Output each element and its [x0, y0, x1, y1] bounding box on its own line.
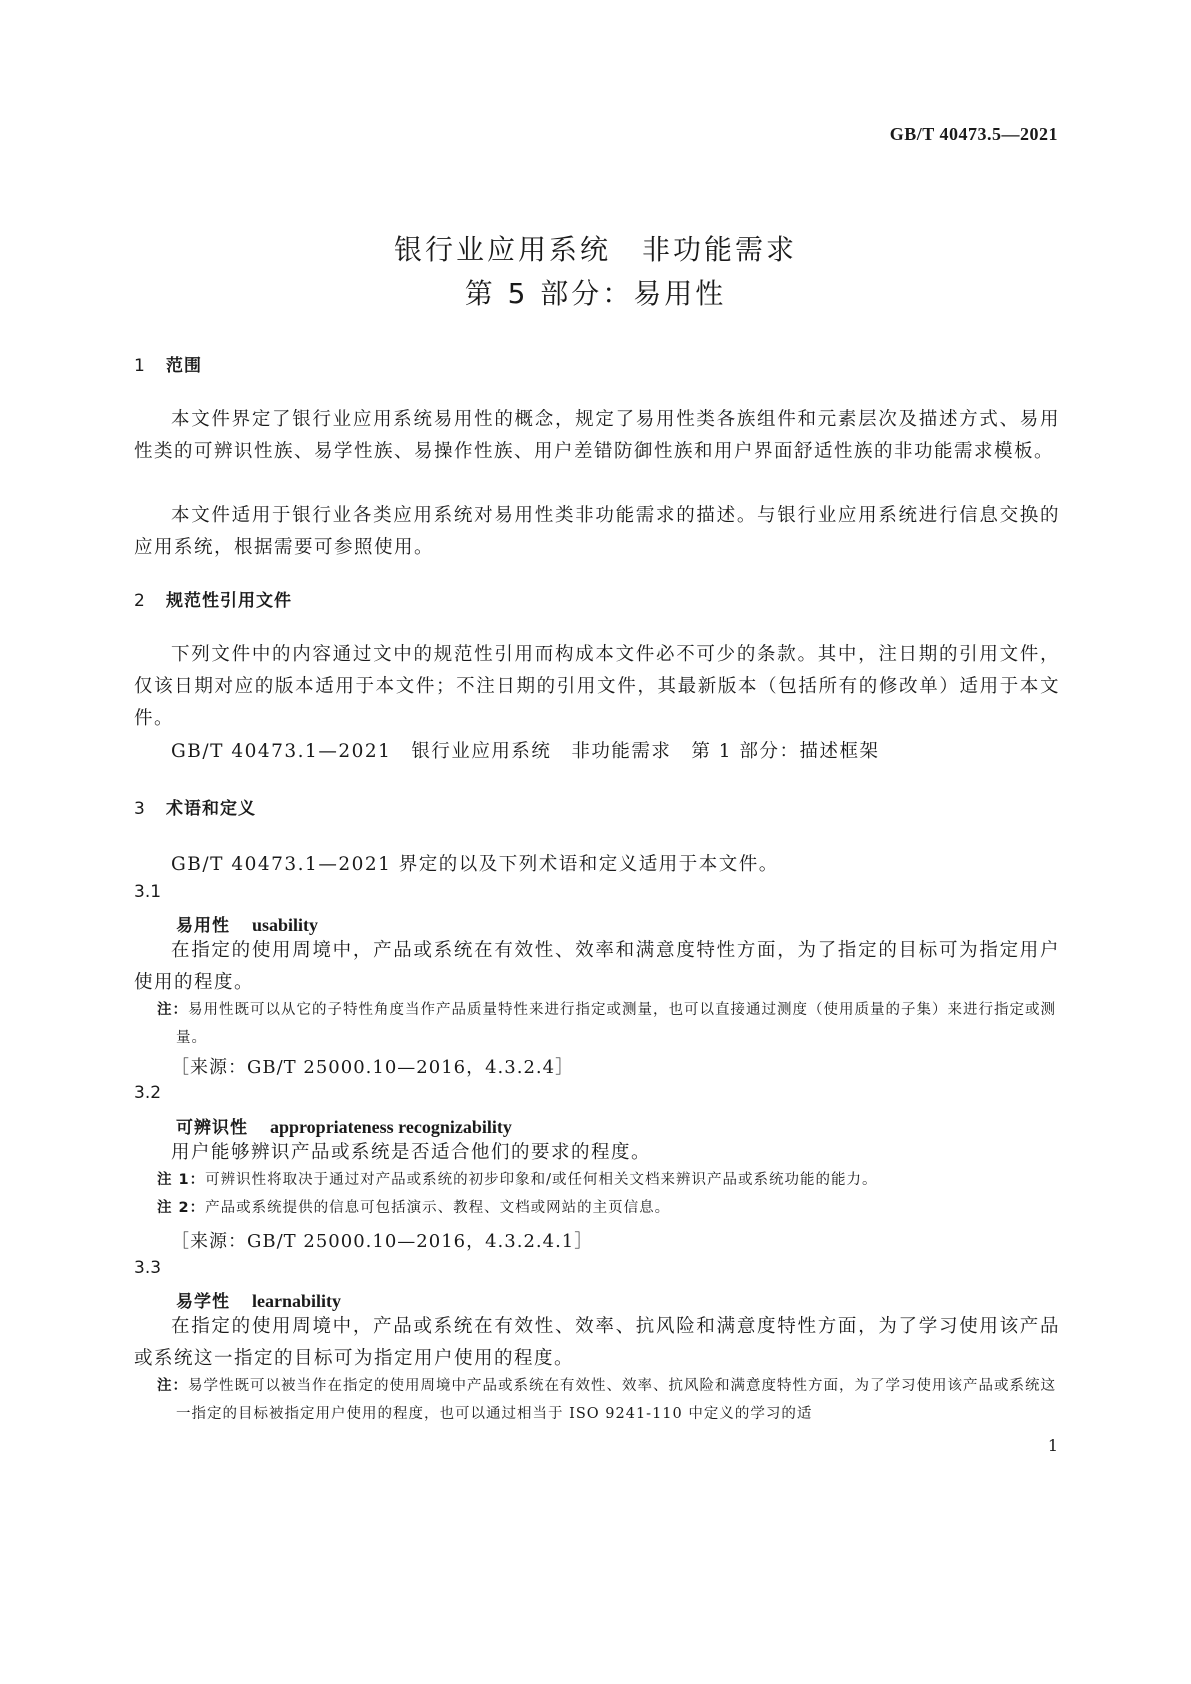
section-title: 规范性引用文件 [166, 591, 292, 611]
section-title: 术语和定义 [166, 799, 256, 819]
section-heading-terms [134, 794, 256, 819]
term-en: usability [252, 915, 319, 935]
term-definition: 在指定的使用周境中，产品或系统在有效性、效率、抗风险和满意度特性方面，为了学习使用该产品或系统这一指定的目标可为指定用户使用的程度。 [134, 1316, 1060, 1369]
term-definition: 在指定的使用周境中，产品或系统在有效性、效率和满意度特性方面，为了指定的目标可为指定用户使用的程度。 [134, 940, 1060, 993]
term-number: 3.1 [134, 882, 162, 902]
term-zh: 可辨识性 [176, 1118, 248, 1138]
term-heading-appropriateness-recognizability [176, 1113, 512, 1138]
note-text: 易学性既可以被当作在指定的使用周境中产品或系统在有效性、效率、抗风险和满意度特性方面，为了学习使用该产品或系统这一指定的目标被指定用户使用的程度，也可以通过相当于 ISO 9241-110 中定义的学习的适 [176, 1378, 1056, 1422]
term-number: 3.2 [134, 1083, 162, 1103]
document-title-line2: 第 5 部分：易用性 [464, 277, 727, 310]
term-heading-usability [176, 911, 318, 936]
term-en: learnability [252, 1291, 341, 1311]
term-note [157, 1372, 1060, 1428]
note-text: 可辨识性将取决于通过对产品或系统的初步印象和/或任何相关文档来辨识产品或系统功能的能力。 [205, 1172, 878, 1188]
note-text: 易用性既可以从它的子特性角度当作产品质量特性来进行指定或测量，也可以直接通过测度（使用质量的子集）来进行指定或测量。 [176, 1002, 1056, 1046]
section-title: 范围 [166, 356, 202, 376]
section-number: 2 [134, 591, 146, 611]
document-title-line1: 银行业应用系统 非功能需求 [393, 233, 797, 266]
term-definition: 用户能够辨识产品或系统是否适合他们的要求的程度。 [171, 1142, 652, 1163]
section-number: 3 [134, 799, 146, 819]
section-heading-normative-references [134, 586, 292, 611]
term-source: ［来源：GB/T 25000.10—2016，4.3.2.4］ [171, 1057, 575, 1078]
page-number: 1 [1047, 1436, 1058, 1455]
note-text: 产品或系统提供的信息可包括演示、教程、文档或网站的主页信息。 [205, 1200, 671, 1216]
term-en: appropriateness recognizability [270, 1117, 512, 1137]
section-heading-scope [134, 351, 202, 376]
term-number: 3.3 [134, 1258, 162, 1278]
note-label: 注： [157, 1378, 188, 1394]
term-zh: 易用性 [176, 916, 230, 936]
term-source: ［来源：GB/T 25000.10—2016，4.3.2.4.1］ [171, 1231, 594, 1252]
terms-intro: GB/T 40473.1—2021 界定的以及下列术语和定义适用于本文件。 [171, 854, 779, 875]
note-label: 注： [157, 1002, 188, 1018]
normative-paragraph: 下列文件中的内容通过文中的规范性引用而构成本文件必不可少的条款。其中，注日期的引用文件，仅该日期对应的版本适用于本文件；不注日期的引用文件，其最新版本（包括所有的修改单）适用于本文件。 [134, 644, 1060, 729]
term-note [157, 1166, 1060, 1194]
note-label: 注 2： [157, 1200, 206, 1216]
term-note [157, 996, 1060, 1052]
scope-paragraph-2: 本文件适用于银行业各类应用系统对易用性类非功能需求的描述。与银行业应用系统进行信息交换的应用系统，根据需要可参照使用。 [134, 505, 1060, 558]
normative-reference-item: GB/T 40473.1—2021 银行业应用系统 非功能需求 第 1 部分：描述框架 [171, 741, 880, 762]
note-label: 注 1： [157, 1172, 206, 1188]
term-zh: 易学性 [176, 1292, 230, 1312]
term-note [157, 1194, 1060, 1222]
standard-code: GB/T 40473.5—2021 [889, 124, 1058, 144]
term-heading-learnability [176, 1287, 341, 1312]
scope-paragraph-1: 本文件界定了银行业应用系统易用性的概念，规定了易用性类各族组件和元素层次及描述方式、易用性类的可辨识性族、易学性族、易操作性族、用户差错防御性族和用户界面舒适性族的非功能需求模板。 [134, 409, 1060, 462]
section-number: 1 [134, 356, 146, 376]
